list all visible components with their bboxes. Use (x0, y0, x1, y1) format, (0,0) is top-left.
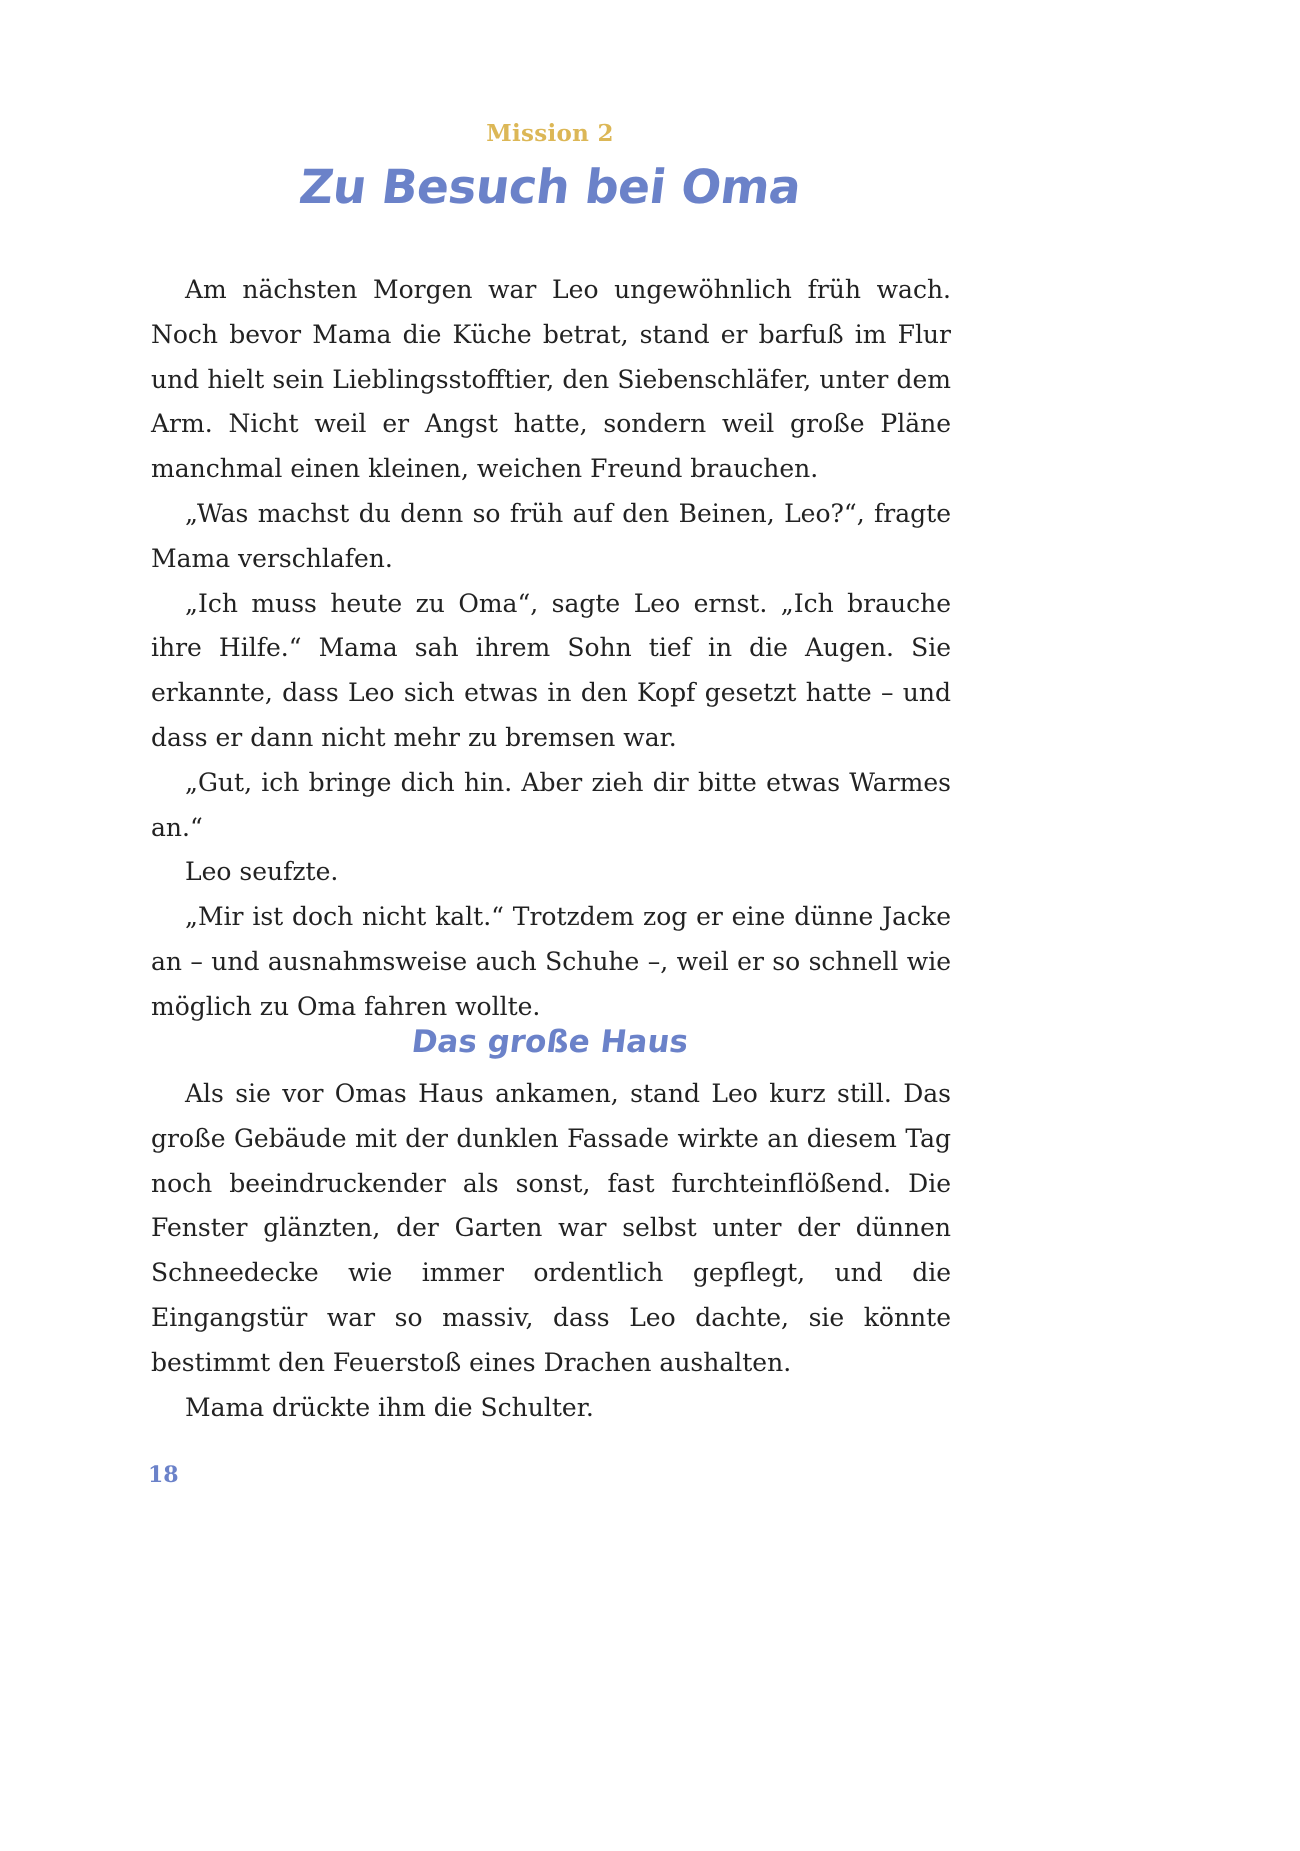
page-number: 18 (148, 1462, 179, 1488)
section-heading: Das große Haus (409, 1024, 691, 1060)
chapter-label: Mission 2 (486, 120, 614, 147)
paragraph: „Gut, ich bringe dich hin. Aber zieh dir bitte etwas Warmes an.“ (151, 767, 951, 842)
paragraph: „Was machst du denn so früh auf den Beinen, Leo?“, fragte Mama verschlafen. (151, 498, 951, 573)
paragraph: Leo seufzte. (185, 857, 339, 887)
paragraph: „Mir ist doch nicht kalt.“ Trotzdem zog er eine dünne Jacke an – und ausnahmsweise auch Schuhe –, weil er so schnell wie möglich zu Oma fahren wollte. (151, 902, 951, 1021)
chapter-title: Zu Besuch bei Oma (296, 160, 804, 215)
paragraph: Mama drückte ihm die Schulter. (185, 1392, 594, 1422)
body-text-second (151, 1072, 951, 1430)
paragraph: „Ich muss heute zu Oma“, sagte Leo ernst. „Ich brauche ihre Hilfe.“ Mama sah ihrem Sohn tief in die Augen. Sie erkannte, dass Leo sich etwas in den Kopf gesetzt hatte – und dass er dann nicht mehr zu bremsen war. (151, 588, 951, 752)
paragraph: Als sie vor Omas Haus ankamen, stand Leo kurz still. Das große Gebäude mit der dunklen Fassade wirkte an diesem Tag noch beeindruckender als sonst, fast furchteinflößend. Die Fenster glänzten, der Garten war selbst unter der dünnen Schneedecke wie immer ordentlich gepflegt, und die Eingangstür war so massiv, dass Leo dachte, sie könnte bestimmt den Feuerstoß eines Drachen aushalten. (151, 1079, 951, 1377)
paragraph: Am nächsten Morgen war Leo ungewöhnlich früh wach. Noch bevor Mama die Küche betrat, stand er barfuß im Flur und hielt sein Lieblingsstofftier, den Siebenschläfer, unter dem Arm. Nicht weil er Angst hatte, sondern weil große Pläne manchmal einen kleinen, weichen Freund brauchen. (151, 275, 951, 484)
body-text-first (151, 268, 951, 1030)
